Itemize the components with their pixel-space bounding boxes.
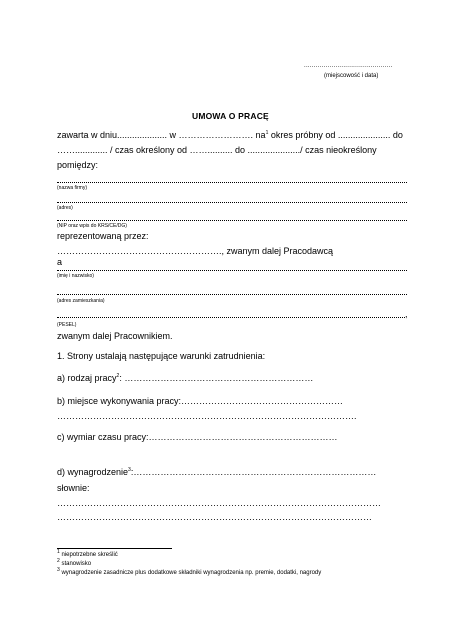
footnote-3 bbox=[57, 567, 322, 576]
employee-name-line[interactable] bbox=[57, 270, 407, 271]
term-a-label: a) rodzaj pracy bbox=[57, 373, 117, 383]
nip-line[interactable] bbox=[57, 220, 407, 221]
residence-label: (adres zamieszkania) bbox=[57, 298, 105, 304]
term-d[interactable] bbox=[57, 467, 376, 477]
footnote-2 bbox=[57, 558, 92, 567]
residence-line[interactable] bbox=[57, 294, 407, 295]
address-line[interactable] bbox=[57, 202, 407, 203]
pesel-label: (PESEL) bbox=[57, 322, 77, 328]
name-label: (imię i nazwisko) bbox=[57, 273, 94, 279]
firm-name-line[interactable] bbox=[57, 182, 407, 183]
footnote-2-num: 2 bbox=[57, 558, 60, 564]
address-label: (adres) bbox=[57, 205, 73, 211]
pesel-line[interactable] bbox=[57, 317, 405, 318]
intro-line-1-rest: okres próbny od ..................... do bbox=[268, 130, 403, 140]
intro-line-1-text: zawarta w dniu.................... w ……………………. na bbox=[57, 130, 266, 140]
term-c[interactable]: c) wymiar czasu pracy:……………………………………………………… bbox=[57, 432, 338, 442]
employee-text: zwanym dalej Pracownikiem. bbox=[57, 331, 173, 341]
footnote-ref-2: 2 bbox=[116, 373, 120, 379]
term-a[interactable] bbox=[57, 373, 313, 383]
nip-label: (NIP oraz wpis do KRS/CE/DG) bbox=[57, 223, 127, 229]
footnote-3-num: 3 bbox=[57, 567, 60, 573]
footnote-1-text: niepotrzebne skreślić bbox=[59, 552, 118, 558]
document-title: UMOWA O PRACĘ bbox=[192, 111, 269, 121]
intro-line-2: ……............. / czas określony od …….......... do ...................../ czas nieokreślony bbox=[57, 145, 377, 155]
term-d-line: :……………………………………………………………………… bbox=[130, 467, 377, 477]
in-words-line-1[interactable]: ……………………………………………………………………………………………… bbox=[57, 498, 381, 508]
employer-line[interactable]: ………………………………………………., zwanym dalej Pracodawcą bbox=[57, 246, 334, 256]
footnote-1 bbox=[57, 549, 118, 558]
term-b-line-2[interactable]: ………………………………………………………………………………………. bbox=[57, 411, 357, 421]
footnote-ref-3: 3 bbox=[128, 467, 131, 473]
firm-name-label: (nazwa firmy) bbox=[57, 185, 88, 191]
place-date-label: (miejscowość i data) bbox=[324, 73, 379, 79]
in-words-line-2[interactable]: …………………………………………………………………………………………… bbox=[57, 512, 372, 522]
intro-line-1 bbox=[57, 130, 403, 140]
term-b[interactable]: b) miejsce wykonywania pracy:……………………………………………… bbox=[57, 396, 344, 406]
footnote-ref-1: 1 bbox=[265, 130, 269, 136]
terms-heading: 1. Strony ustalają następujące warunki zatrudnienia: bbox=[57, 351, 266, 361]
place-date-dots[interactable]: ............................................. bbox=[304, 63, 393, 69]
intro-line-3: pomiędzy: bbox=[57, 160, 99, 170]
footnote-2-text: stanowisko bbox=[59, 561, 92, 567]
in-words-label: słownie: bbox=[57, 483, 90, 493]
and-text: a bbox=[57, 257, 63, 267]
footnote-3-text: wynagrodzenie zasadnicze plus dodatkowe składniki wynagrodzenia np. premie, dodatki, nagrody bbox=[59, 570, 322, 576]
footnote-rule bbox=[57, 548, 172, 549]
represented-by: reprezentowaną przez: bbox=[57, 231, 149, 241]
pesel-comma: , bbox=[405, 309, 408, 319]
footnote-1-num: 1 bbox=[57, 549, 60, 555]
term-a-line: : ……………………………………………………… bbox=[119, 373, 314, 383]
term-d-label: d) wynagrodzenie bbox=[57, 467, 129, 477]
